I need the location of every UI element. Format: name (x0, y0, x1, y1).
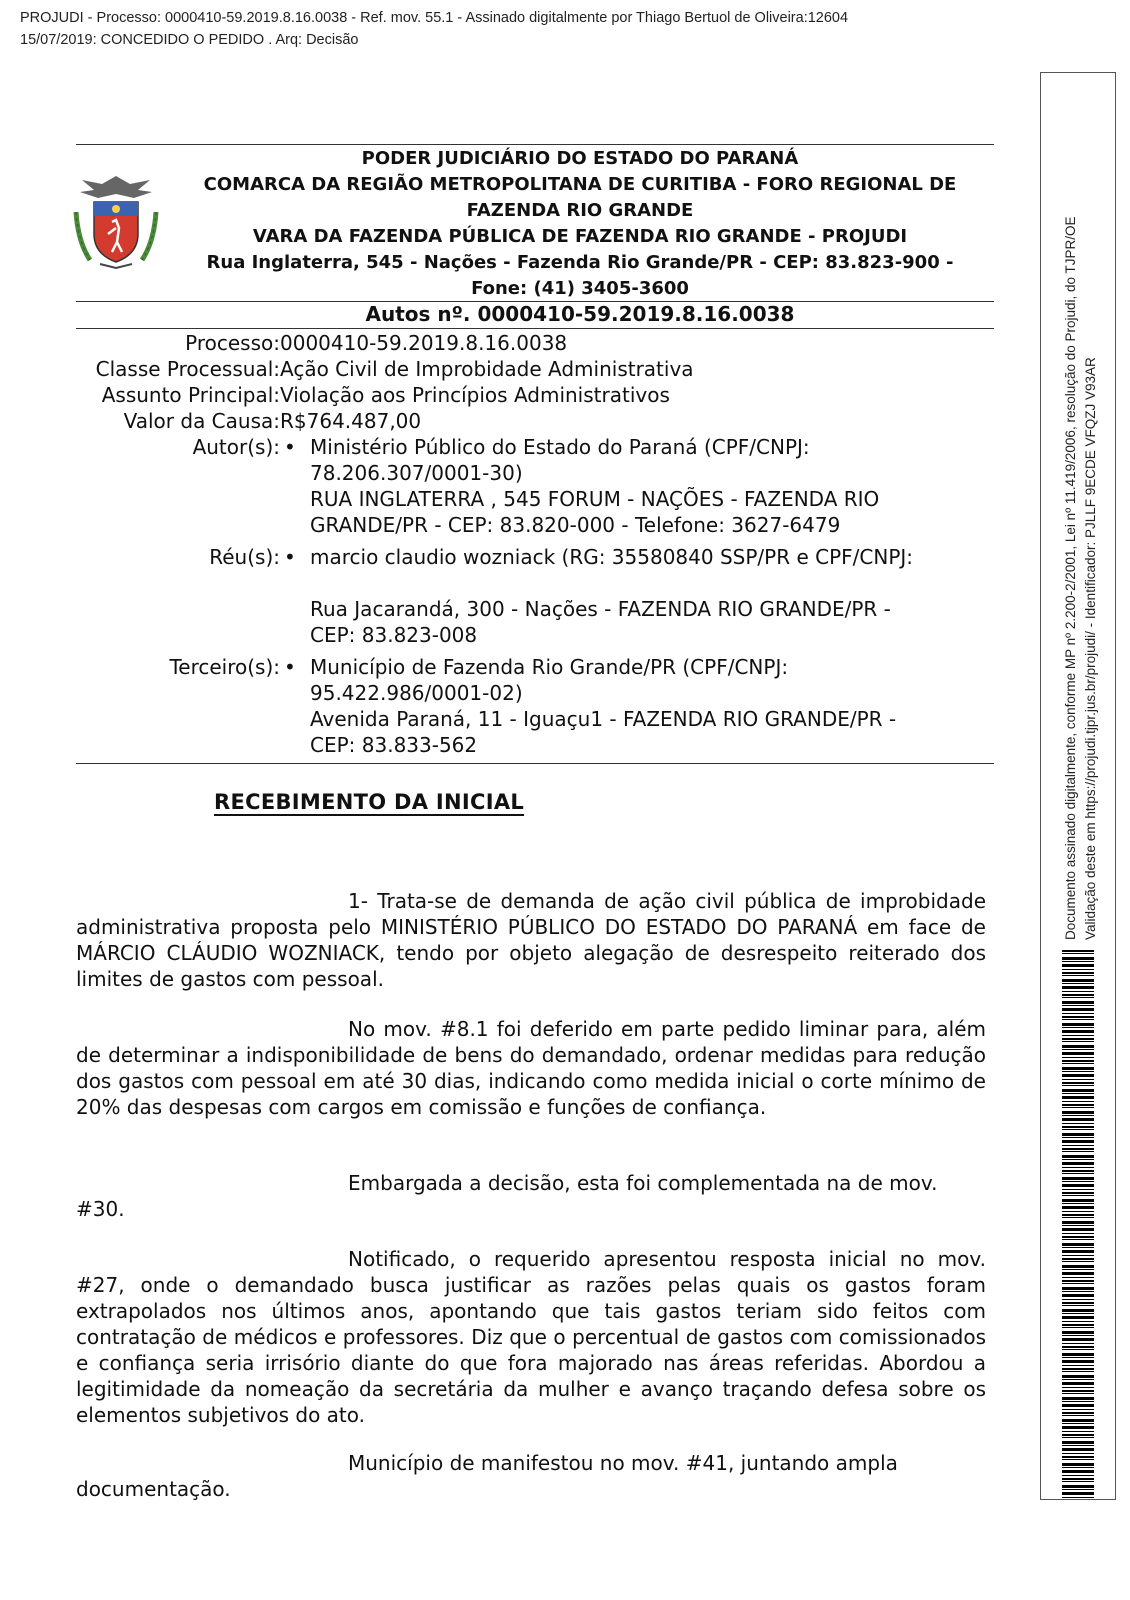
terceiro-line1: Município de Fazenda Rio Grande/PR (CPF/CNPJ: (310, 655, 789, 679)
valor-value: R$764.487,00 (280, 409, 422, 433)
terceiro-line2: 95.422.986/0001-02) (310, 681, 523, 705)
header-comarca: COMARCA DA REGIÃO METROPOLITANA DE CURITIBA - FORO REGIONAL DE (203, 174, 957, 195)
reu-line3: CEP: 83.823-008 (310, 623, 478, 647)
signature-stamp-line2: 15/07/2019: CONCEDIDO O PEDIDO . Arq: Decisão (20, 32, 359, 48)
processo-label: Processo: (185, 331, 280, 355)
terceiro-bullet: • (284, 655, 296, 679)
header-vara: VARA DA FAZENDA PÚBLICA DE FAZENDA RIO GRANDE - PROJUDI (252, 226, 908, 247)
paragraph-3 (76, 1170, 986, 1196)
terceiro-label: Terceiro(s): (169, 655, 280, 679)
validation-barcode (1062, 950, 1094, 1498)
assunto-value: Violação aos Princípios Administrativos (280, 383, 670, 407)
processo-value: 0000410-59.2019.8.16.0038 (280, 331, 568, 355)
paragraph-4-text: Notificado, o requerido apresentou resposta inicial no mov. #27, onde o demandado busca justificar as razões pelas quais os gastos foram extrapolados nos últimos anos, apontando que tais gastos teriam sido feitos com contratação de médicos e professores. Diz que o percentual de gastos com comissionados e confiança seria irrisório diante do que fora majorado nas áreas referidas. Abordou a legitimidade da nomeação da secretária da mulher e avanço traçando defesa sobre os elementos subjetivos do ato. (76, 1247, 986, 1427)
classe-label: Classe Processual: (95, 357, 280, 381)
header-bottom-rule (76, 328, 994, 329)
paragraph-4 (76, 1246, 986, 1428)
assunto-label: Assunto Principal: (101, 383, 280, 407)
autor-line2: 78.206.307/0001-30) (310, 461, 523, 485)
paragraph-2 (76, 1016, 986, 1120)
paragraph-1 (76, 888, 986, 992)
header-top-rule (76, 144, 994, 145)
signature-stamp-line1: PROJUDI - Processo: 0000410-59.2019.8.16.0038 - Ref. mov. 55.1 - Assinado digitalmente por Thiago Bertuol de Oliveira:12604 (20, 10, 849, 26)
autor-bullet: • (284, 435, 296, 459)
header-address: Rua Inglaterra, 545 - Nações - Fazenda Rio Grande/PR - CEP: 83.823-900 - (206, 252, 954, 273)
terceiro-line4: CEP: 83.833-562 (310, 733, 478, 757)
autor-line4: GRANDE/PR - CEP: 83.820-000 - Telefone: 3627-6479 (310, 513, 841, 537)
classe-value: Ação Civil de Improbidade Administrativa (280, 357, 694, 381)
paragraph-5-end: documentação. (76, 1477, 231, 1501)
paragraph-1-text: 1- Trata-se de demanda de ação civil pública de improbidade administrativa proposta pelo MINISTÉRIO PÚBLICO DO ESTADO DO PARANÁ em face de MÁRCIO CLÁUDIO WOZNIACK, tendo por objeto alegação de desrespeito reiterado dos limites de gastos com pessoal. (76, 889, 986, 991)
reu-line2: Rua Jacarandá, 300 - Nações - FAZENDA RIO GRANDE/PR - (310, 597, 891, 621)
section-title: RECEBIMENTO DA INICIAL (214, 790, 525, 814)
reu-label: Réu(s): (209, 545, 280, 569)
validation-text-line2: Validação deste em https://projudi.tjpr.jus.br/projudi/ - Identificador: PJLLF 9ECDE VFQZJ V93AR (1083, 357, 1098, 940)
paragraph-2-text: No mov. #8.1 foi deferido em parte pedido liminar para, além de determinar a indisponibilidade de bens do demandado, ordenar medidas para redução dos gastos com pessoal em até 30 dias, indicando como medida inicial o corte mínimo de 20% das despesas com cargos em comissão e funções de confiança. (76, 1017, 986, 1119)
paragraph-3-end: #30. (76, 1197, 125, 1221)
header-court-name: PODER JUDICIÁRIO DO ESTADO DO PARANÁ (361, 148, 799, 169)
parana-coat-of-arms-icon (72, 172, 160, 272)
valor-label: Valor da Causa: (123, 409, 280, 433)
autor-label: Autor(s): (192, 435, 280, 459)
reu-line1: marcio claudio wozniack (RG: 35580840 SSP/PR e CPF/CNPJ: (310, 545, 914, 569)
validation-text-line1: Documento assinado digitalmente, conforme MP nº 2.200-2/2001, Lei nº 11.419/2006, resolução do Projudi, do TJPR/OE (1063, 216, 1078, 940)
terceiro-line3: Avenida Paraná, 11 - Iguaçu1 - FAZENDA RIO GRANDE/PR - (310, 707, 897, 731)
parties-bottom-rule (76, 763, 994, 764)
paragraph-3-text: Embargada a decisão, esta foi complementada na de mov. (348, 1171, 938, 1195)
paragraph-5-text: Município de manifestou no mov. #41, juntando ampla (348, 1451, 898, 1475)
paragraph-5 (76, 1450, 986, 1476)
header-phone: Fone: (41) 3405-3600 (471, 278, 689, 299)
autor-line1: Ministério Público do Estado do Paraná (CPF/CNPJ: (310, 435, 810, 459)
header-foro: FAZENDA RIO GRANDE (466, 200, 694, 221)
autor-line3: RUA INGLATERRA , 545 FORUM - NAÇÕES - FAZENDA RIO (310, 487, 880, 511)
autos-number: Autos nº. 0000410-59.2019.8.16.0038 (365, 302, 795, 326)
reu-bullet: • (284, 545, 296, 569)
